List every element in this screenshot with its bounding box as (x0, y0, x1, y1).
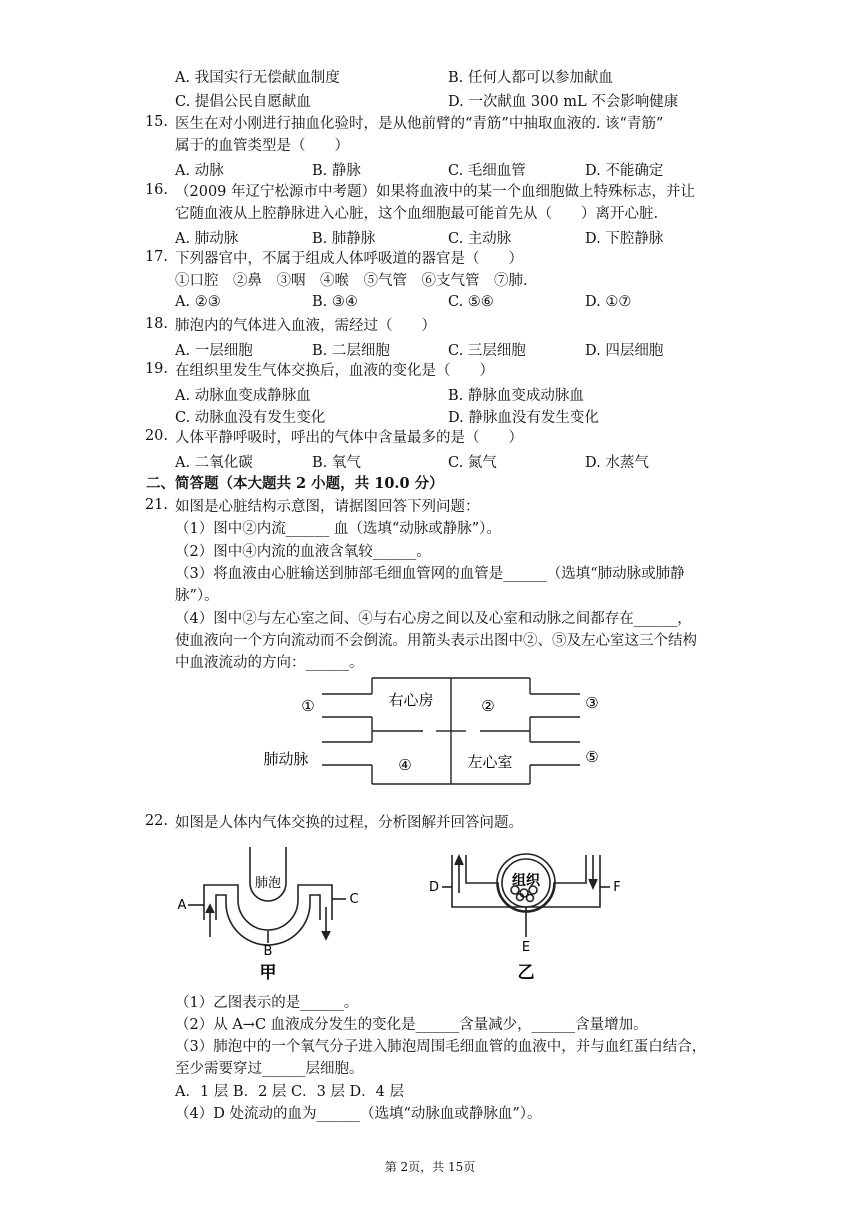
heart-diagram (240, 672, 620, 792)
q19-option-b: B. 静脉血变成动脉血 (448, 388, 584, 404)
q18-text-1: 肺泡内的气体进入血液，需经过（ ） (175, 318, 436, 334)
q21-part-4a: （4）图中②与左心室之间、④与右心房之间以及心室和动脉之间都存在______， (175, 611, 692, 627)
label-pulmonary-artery: 肺动脉 (263, 750, 309, 768)
label-D: D (428, 880, 440, 895)
figure-jia-alveolus (170, 845, 370, 985)
q21-number: 21. (144, 497, 168, 513)
q18-option-b: B. 二层细胞 (312, 343, 390, 359)
label-B: B (263, 944, 273, 959)
q16-number: 16. (144, 182, 168, 198)
q21-part-3b: 脉”）。 (175, 588, 219, 604)
q21-part-4b: 使血液向一个方向流动而不会倒流。用箭头表示出图中②、⑤及左心室这三个结构 (175, 633, 697, 649)
q21-part-2: （2）图中④内流的血液含氧较______。 (175, 544, 431, 560)
q14-option-b: B. 任何人都可以参加献血 (448, 70, 613, 86)
q16-text-1: （2009 年辽宁松源市中考题）如果将血液中的某一个血细胞做上特殊标志，并让 (175, 184, 696, 200)
q15-text-1: 医生在对小刚进行抽血化验时，是从他前臂的“青筋”中抽取血液的. 该“青筋” (175, 116, 664, 132)
q15-option-d: D. 不能确定 (585, 163, 664, 179)
q18-number: 18. (144, 316, 168, 332)
q16-option-a: A. 肺动脉 (175, 231, 239, 247)
q21-part-3a: （3）将血液由心脏输送到肺部毛细血管网的血管是______（选填“肺动脉或肺静 (175, 566, 685, 582)
q14-option-c: C. 提倡公民自愿献血 (175, 94, 311, 110)
q15-option-b: B. 静脉 (312, 163, 361, 179)
q19-text-1: 在组织里发生气体交换后，血液的变化是（ ） (175, 363, 494, 379)
q22-part-1: （1）乙图表示的是______。 (175, 995, 359, 1011)
section-heading: 二、简答题（本大题共 2 小题，共 10.0 分） (146, 475, 444, 492)
q17-text-1: 下列器官中，不属于组成人体呼吸道的器官是（ ） (175, 251, 523, 267)
q19-option-c: C. 动脉血没有发生变化 (175, 410, 326, 426)
q15-option-a: A. 动脉 (175, 163, 224, 179)
q15-text-2: 属于的血管类型是（ ） (175, 138, 349, 154)
q19-option-a: A. 动脉血变成静脉血 (175, 388, 311, 404)
label-right-atrium: 右心房 (388, 691, 434, 709)
caption-yi: 乙 (517, 963, 535, 983)
q17-option-d: D. ①⑦ (585, 294, 632, 310)
q17-option-c: C. ⑤⑥ (448, 294, 494, 310)
label-F: F (613, 880, 621, 895)
q17-number: 17. (144, 249, 168, 265)
q17-option-b: B. ③④ (312, 294, 358, 310)
q22-part-4: （4）D 处流动的血为______（选填“动脉血或静脉血”）。 (175, 1106, 542, 1122)
q20-option-d: D. 水蒸气 (585, 455, 649, 471)
q14-option-d: D. 一次献血 300 mL 不会影响健康 (448, 94, 679, 110)
q19-number: 19. (144, 361, 168, 377)
q18-option-c: C. 三层细胞 (448, 343, 526, 359)
label-left-ventricle: 左心室 (467, 753, 513, 771)
q17-text-2: ①口腔 ②鼻 ③咽 ④喉 ⑤气管 ⑥支气管 ⑦肺. (175, 273, 528, 289)
q22-part-3b: 至少需要穿过______层细胞。 (175, 1061, 364, 1077)
q19-option-d: D. 静脉血没有发生变化 (448, 410, 599, 426)
q22-part-2: （2）从 A→C 血液成分发生的变化是______含量减少，______含量增加。 (175, 1017, 648, 1033)
q17-option-a: A. ②③ (175, 294, 221, 310)
q18-option-d: D. 四层细胞 (585, 343, 664, 359)
q22-part-3-options: A．1 层 B．2 层 C．3 层 D．4 层 (175, 1084, 405, 1100)
q16-option-b: B. 肺静脉 (312, 231, 376, 247)
q14-option-a: A. 我国实行无偿献血制度 (175, 70, 340, 86)
label-E: E (521, 940, 531, 955)
q22-text-1: 如图是人体内气体交换的过程，分析图解并回答问题。 (175, 815, 523, 831)
q21-text-1: 如图是心脏结构示意图，请据图回答下列问题： (175, 499, 480, 515)
q21-part-1: （1）图中②内流______ 血（选填“动脉或静脉”）。 (175, 521, 501, 537)
q16-option-c: C. 主动脉 (448, 231, 512, 247)
alveolus-label: 肺泡 (254, 876, 282, 891)
tissue-label: 组织 (512, 873, 540, 889)
q21-part-4c: 中血液流动的方向：______。 (175, 655, 364, 671)
figure-yi-tissue (420, 845, 630, 985)
q16-option-d: D. 下腔静脉 (585, 231, 664, 247)
q22-part-3a: （3）肺泡中的一个氧气分子进入肺泡周围毛细血管的血液中，并与血红蛋白结合， (175, 1039, 707, 1055)
label-1: ① (301, 697, 315, 715)
q20-option-c: C. 氮气 (448, 455, 497, 471)
q22-number: 22. (144, 813, 168, 829)
label-2: ② (481, 697, 495, 715)
page-footer: 第 2页，共 15页 (384, 1160, 476, 1174)
label-A: A (177, 898, 187, 913)
q18-option-a: A. 一层细胞 (175, 343, 253, 359)
q20-option-b: B. 氧气 (312, 455, 361, 471)
caption-jia: 甲 (259, 963, 277, 983)
q15-option-c: C. 毛细血管 (448, 163, 526, 179)
q20-text-1: 人体平静呼吸时，呼出的气体中含量最多的是（ ） (175, 430, 523, 446)
q15-number: 15. (144, 114, 168, 130)
q20-option-a: A. 二氧化碳 (175, 455, 253, 471)
q20-number: 20. (144, 428, 168, 444)
label-3: ③ (585, 694, 599, 712)
q16-text-2: 它随血液从上腔静脉进入心脏，这个血细胞最可能首先从（ ）离开心脏. (175, 206, 659, 222)
label-4: ④ (398, 756, 412, 774)
label-5: ⑤ (585, 748, 599, 766)
label-C: C (349, 892, 359, 907)
